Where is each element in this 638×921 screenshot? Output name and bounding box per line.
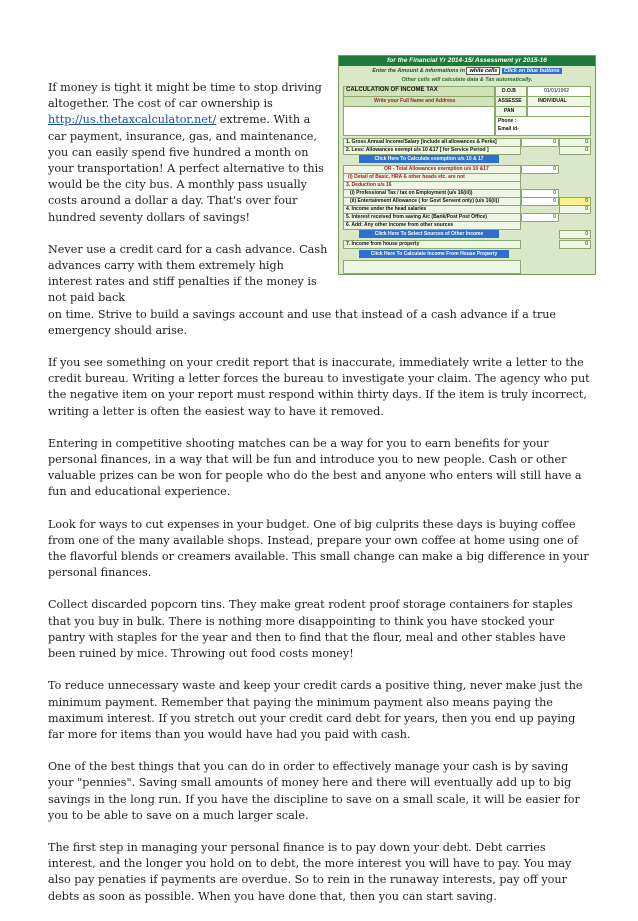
row-detail: (i) Detail of Basic, HRA & other heads etc. are not [343,173,521,182]
row-or-total-value: 0 [521,165,559,174]
article-body [48,80,593,921]
row-allowances: 2. Less: Allowances exempt u/s 10 &17 [ for Service Period ] [343,146,521,155]
row-salaries: 4. Income under the head salaries [343,205,521,214]
paragraph-credit-report: If you see something on your credit report that is inaccurate, immediately write a letter to the credit bureau. Writing a letter forces the bureau to investigate your claim. The agency who put the negative item on your report must respond within thirty days. If the item is truly incorrect, writing a letter is often the easiest way to have it removed. [48,356,590,418]
row-other-income: 6. Add: Any other income from other sources [343,221,521,230]
name-prompt-cell: Write your Full Name and Address [343,96,495,107]
blue-buttons-chip: Click on blue buttons [503,68,560,74]
row-professional-tax: (i) Professional Tax / tax on Employment (u/s 16(iii)) [343,189,521,198]
dob-value-cell: 01/01/1962 [527,86,591,97]
row-or-total: OR - Total Allowances exemption u/s 10 &17 [343,165,521,174]
figure-instruction-2: Other cells will calculate data & Tax automatically. [401,77,533,83]
calc-title-cell: CALCULATION OF INCOME TAX [343,86,495,97]
contact-cell: Phone : Email id- [495,116,591,136]
row-salaries-total: 0 [559,205,591,214]
row-entertainment: (ii) Entertainment Allowance ( for Govt Servent only) (u/s 16(ii)) [343,197,521,206]
tax-calculator-link[interactable]: http://us.thetaxcalculator.net/ [48,113,217,127]
white-cells-chip: white cells [466,67,500,75]
assesse-value-cell: INDIVIDUAL [527,96,591,107]
paragraph-shooting-matches: Entering in competitive shooting matches can be a way for you to earn benefits for your personal finances, in a way that will be fun and introduce you to new people. Cash or other valuable prizes can be won for people who do the best and anyone who enters will still have a fun and educational experience. [48,436,582,499]
pan-label-cell: PAN [495,106,527,117]
row-entertainment-total: 0 [559,197,591,206]
calc-exemption-button: Click Here To Calculate exemption u/s 10 & 17 [359,155,499,163]
paragraph-pay-down-debt: The first step in managing your personal finance is to pay down your debt. Debt carries interest, and the longer you hold on to debt, the more interest you will have to pay. You may also pay penaties if payments are overdue. So to rein in the runaway interests, pay off your debts as soon as possible. When you have done that, then you can start saving. [48,840,572,903]
row-entertainment-value: 0 [521,197,559,206]
dob-label-cell: D.O.B [495,86,527,97]
paragraph-cut-expenses: Look for ways to cut expenses in your budget. One of big culprits these days is buying coffee from one of the many available shops. Instead, prepare your own coffee at home using one of the flavorful blends or creamers available. This small change can make a big difference in your personal finances. [48,517,589,580]
row-other-income-total: 0 [559,230,591,239]
row-house-property-total: 0 [559,240,591,249]
row-gross-income: 1. Gross Annual Income/Salary [include all allowances & Perks] [343,138,521,147]
assesse-label-cell: ASSESSE [495,96,527,107]
paragraph-car-ownership: If money is tight it might be time to stop driving altogether. The cost of car ownership is http://us.thetaxcalculator.net/ extreme. With a car payment, insurance, gas, and maintenance, you can easily spend five hundred a month on your transportation! A perfect alternative to this would be the city bus. A monthly pass usually costs around a dollar a day. That's over four hundred seventy dollars of savings! [48,81,324,224]
paragraph-minimum-payment: To reduce unnecessary waste and keep your credit cards a positive thing, never make just the minimum payment. Remember that paying the minimum payment also means paying the maximum interest. If you stretch out your credit card debt for years, then you end up paying far more for items than you would have had you paid with cash. [48,679,583,741]
row-gross-income-total: 0 [559,138,591,147]
row-interest: 5. Interest received from saving A/c (Bank/Post Post Office) [343,213,521,222]
paragraph-cash-advance: Never use a credit card for a cash advance. Cash advances carry with them extremely high interest rates and stiff penalties if the money is not paid back on time. Strive to build a savings account and use that instead of a cash advance if a true emergency should arise. [48,242,557,337]
row-house-property: 7. Income from house property [343,240,521,249]
row-gross-income-value: 0 [521,138,559,147]
figure-title: for the Financial Yr 2014-15/ Assessment yr 2015-16 [339,56,595,66]
paragraph-saving-pennies: One of the best things that you can do in order to effectively manage your cash is by saving your "pennies". Saving small amounts of money here and there will eventually add up to big savings in the long run. If you have the discipline to save on a small scale, it will be easier for you to be able to save on a much larger scale. [48,760,580,822]
row-allowances-total: 0 [559,146,591,155]
paragraph-popcorn-tins: Collect discarded popcorn tins. They make great rodent proof storage containers for staples that you buy in bulk. There is nothing more disappointing to think you have stocked your pantry with staples for the year and then to find that the flour, meal and other stables have been ruined by mice. Throwing out food costs money! [48,598,573,661]
house-property-button: Click Here To Calculate Income From House Property [359,250,509,258]
figure-instruction: Enter the Amount & informations in white cells Click on blue buttons [372,68,560,74]
row-interest-value: 0 [521,213,559,222]
row-deduction: 3. Deduction u/s 16 [343,181,521,190]
other-income-button: Click Here To Select Sources of Other Income [359,230,499,238]
row-professional-tax-value: 0 [521,189,559,198]
